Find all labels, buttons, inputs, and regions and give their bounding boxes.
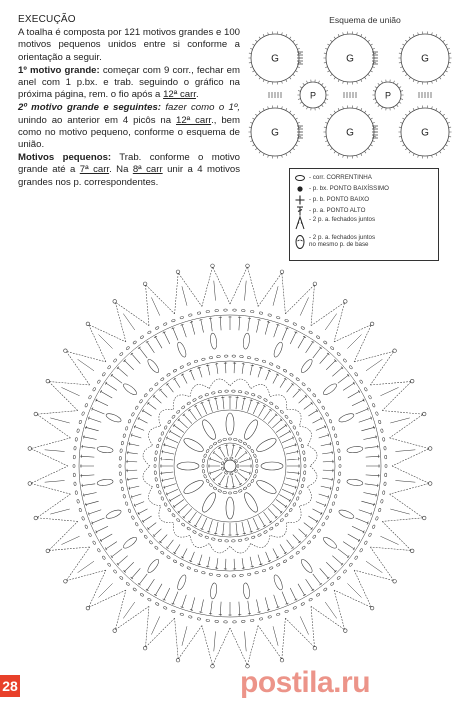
legend-row-dec-base (294, 234, 434, 252)
round-10-chains (73, 309, 387, 623)
legend-label-dec-base (309, 234, 375, 248)
round-4-stitches (160, 396, 300, 536)
round-1-stitches (208, 444, 252, 487)
motif1-label: 1º motivo grande: (18, 64, 100, 76)
picot-tip (410, 549, 414, 553)
motif1-round: 12ª carr (163, 89, 196, 101)
picot-tip (280, 658, 284, 662)
join-mark (269, 92, 281, 98)
picot-tip (393, 580, 397, 584)
picot-tip (393, 349, 397, 353)
picot-tip (344, 629, 348, 633)
motif2-round: 12ª carr (175, 114, 212, 126)
diamond-round (97, 333, 363, 599)
picot-tip (370, 322, 374, 326)
dot-icon (294, 184, 306, 194)
picot-tip (64, 580, 68, 584)
legend-label-dec-base-line2: no mesmo p. de base (309, 241, 369, 248)
small-motif-circle (297, 80, 328, 111)
picot-tip (422, 516, 426, 520)
small-motif-circle (372, 80, 403, 111)
motif1-end: . (195, 89, 199, 101)
picot-tip (370, 606, 374, 610)
two-together-base-icon (294, 234, 306, 250)
intro-text: A toalha é composta por 121 motivos grandes e 100 motivos pequenos unidos entre si conforme a orientação a seguir. (18, 27, 240, 63)
picot-tip (428, 447, 432, 451)
join-mark (419, 92, 431, 98)
legend-row-chain (294, 172, 434, 183)
picot-tip (211, 664, 215, 668)
picot-tip (313, 646, 317, 650)
motif2-paragraph (18, 102, 240, 151)
intro-paragraph (18, 27, 240, 64)
large-motif-circle (323, 106, 376, 159)
large-motif-label: G (346, 127, 354, 139)
crochet-motif-chart (0, 262, 460, 672)
motif2-text: unindo ao anterior em 4 picôs na (18, 114, 176, 126)
picot-tip (246, 264, 250, 268)
large-motif-label: G (421, 127, 429, 139)
cross-icon (294, 195, 306, 205)
large-motif-circle (248, 106, 301, 159)
picot-tip (410, 379, 414, 383)
picot-tip (46, 549, 50, 553)
two-together-icon (294, 216, 306, 230)
round-4-line (159, 395, 301, 537)
picot-tip (28, 482, 32, 486)
picot-tip (280, 270, 284, 274)
small-text-3: unir a 4 motivos grandes nos p. correspondentes. (18, 164, 241, 188)
watermark-text: postila.ru (240, 666, 371, 699)
instructions-block (18, 14, 240, 190)
motif2-label: 2º motivo grande e seguintes: (18, 102, 161, 114)
legend-row-dec (294, 216, 434, 234)
round-6-line (125, 361, 335, 571)
legend-label-chain: - corr. CORRENTINHA (309, 174, 372, 181)
schema-title: Esquema de união (329, 15, 401, 25)
picot-tip (86, 606, 90, 610)
legend-label-slip: - p. bx. PONTO BAIXÍSSIMO (309, 185, 389, 192)
large-motif-label: G (346, 53, 354, 65)
picot-tip (86, 322, 90, 326)
large-motif-circle (398, 32, 451, 85)
large-motif-circle (398, 106, 451, 159)
petal-round (177, 413, 283, 519)
page-number: 28 (0, 675, 20, 697)
motif1-text: começar com 9 corr., fechar em anel com 1 p.bx. e trab. seguindo o gráfico na próxima página, rem. o fio após a (18, 64, 240, 101)
picot-tip (143, 282, 147, 286)
picot-tip (176, 658, 180, 662)
legend-label-dec: - 2 p. a. fechados juntos (309, 216, 376, 223)
round-6-stitches (126, 362, 334, 570)
small-text-1: Trab. conforme o motivo grande até a (18, 152, 240, 176)
picot-tip (64, 349, 68, 353)
legend-label-double: - p. a. PONTO ALTO (309, 207, 366, 214)
picot-tip (34, 516, 38, 520)
motif2-end: ., bem como no motivo pequeno, conforme o esquema de união. (18, 114, 240, 151)
large-motif-circle (248, 32, 301, 85)
motif1-paragraph (18, 65, 240, 102)
small-motif-paragraph (18, 152, 240, 189)
instructions-heading: EXECUÇÃO (18, 14, 76, 25)
legend-row-slip (294, 183, 434, 194)
picot-tip (422, 412, 426, 416)
small-motif-label: Motivos pequenos: (18, 152, 112, 164)
picot-tip (143, 646, 147, 650)
round-7-chains (119, 355, 341, 577)
large-motif-label: G (271, 127, 279, 139)
picot-tip (46, 379, 50, 383)
round-3-line (174, 410, 286, 522)
chain-oval-icon (294, 173, 306, 183)
joining-schema-diagram (246, 28, 454, 166)
picot-tip (313, 282, 317, 286)
small-motif-label: P (384, 90, 392, 101)
picot-tip (113, 300, 117, 304)
large-motif-label: G (271, 53, 279, 65)
picot-tip (34, 412, 38, 416)
join-mark (344, 92, 356, 98)
picot-tip (113, 629, 117, 633)
small-text-2: . Na (109, 164, 133, 176)
tall-stitch-icon (294, 206, 306, 216)
legend-row-double (294, 205, 434, 216)
picot-tip (428, 482, 432, 486)
small-motif-label: P (309, 90, 317, 101)
picot-tip (211, 264, 215, 268)
small-round-2: 8ª carr (132, 164, 163, 176)
center-ring (224, 460, 236, 472)
legend-row-single (294, 194, 434, 205)
large-motif-label: G (421, 53, 429, 65)
small-round-1: 7ª carr (79, 164, 110, 176)
legend-label-dec-base-line1: - 2 p. a. fechados juntos (309, 234, 376, 241)
picot-tip (176, 270, 180, 274)
picot-tip (344, 300, 348, 304)
legend-box (289, 168, 439, 261)
large-motif-circle (323, 32, 376, 85)
motif2-italic: fazer como o 1º, (160, 102, 241, 114)
legend-label-single: - p. b. PONTO BAIXO (309, 196, 370, 203)
picot-tip (28, 447, 32, 451)
